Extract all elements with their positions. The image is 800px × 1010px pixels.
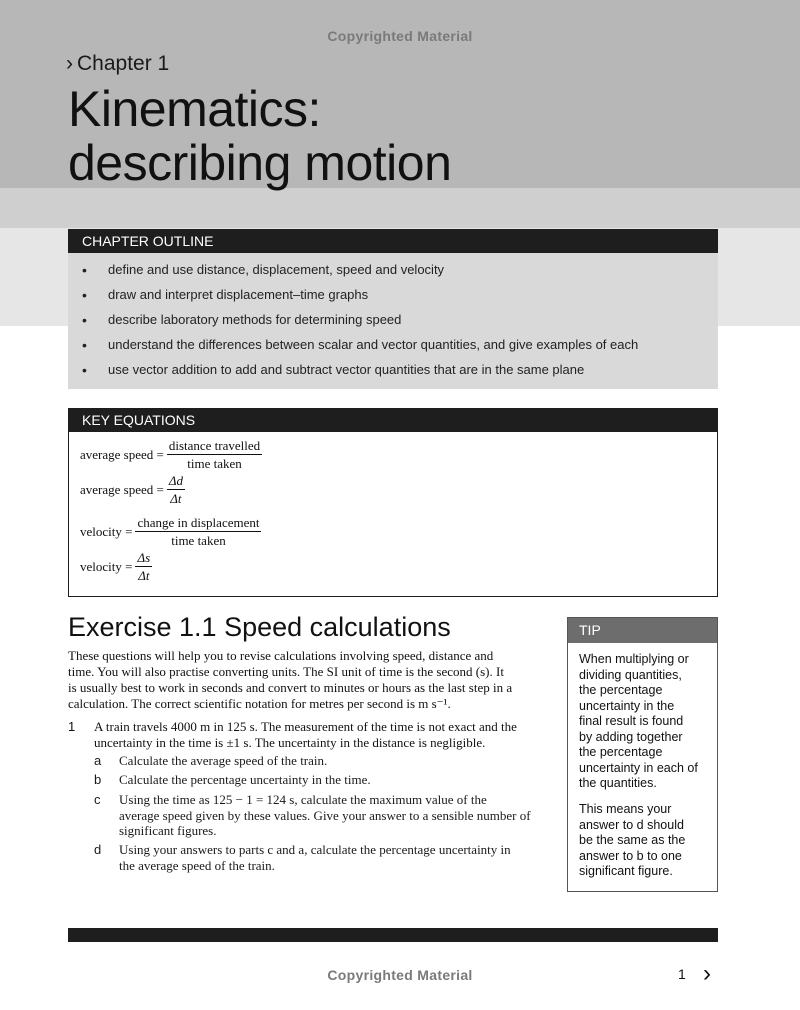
part-letter: b xyxy=(94,772,102,787)
tip-box xyxy=(567,617,718,892)
chevron-right-icon: › xyxy=(703,960,711,987)
part-text: Using your answers to parts c and a, calculate the percentage uncertainty in the average speed of the train. xyxy=(119,842,511,873)
equation-velocity-delta: velocity = $\frac{\Delta s}{\Delta t}$ xyxy=(80,550,151,583)
part-text: Using the time as 125 − 1 = 124 s, calculate the maximum value of the average speed given by these values. Give your answer to a sensible number of significant figures. xyxy=(119,792,531,838)
footer-bar xyxy=(68,928,718,942)
copyright-notice-bottom: Copyrighted Material xyxy=(327,967,473,983)
key-equations-box xyxy=(68,432,718,597)
exercise-intro: These questions will help you to revise calculations involving speed, distance and time. You will also practise converting units. The SI unit of time is the second (s). It is usually best to work in seconds and convert to minutes or hours as the last step in a calculation. The correct scientific notation for metres per second is m s⁻¹. xyxy=(68,648,513,711)
chevron-right-icon: › xyxy=(66,52,73,75)
chapter-label-text: Chapter 1 xyxy=(77,52,170,75)
question-number: 1 xyxy=(68,719,76,734)
title-line-2: describing motion xyxy=(68,135,452,191)
tip-paragraph-1: When multiplying or dividing quantities, the percentage uncertainty in the final result is found by adding together the percentage uncertainty in each of the quantities. xyxy=(579,652,698,790)
equation-average-speed: average speed = $\frac{\text{distance travelled}}{\text{time taken}}$ xyxy=(80,438,261,471)
exercise-title: Exercise 1.1 Speed calculations xyxy=(68,612,451,642)
part-text: Calculate the percentage uncertainty in the time. xyxy=(119,772,371,787)
title-line-1: Kinematics: xyxy=(68,81,321,137)
question-text: A train travels 4000 m in 125 s. The measurement of the time is not exact and the uncertainty in the time is ±1 s. The uncertainty in the distance is negligible. xyxy=(94,719,517,750)
page-title xyxy=(68,82,451,190)
equation-average-speed-delta: average speed = $\frac{\Delta d}{\Delta t}$ xyxy=(80,473,183,506)
part-letter: a xyxy=(94,753,102,768)
tip-paragraph-2: This means your answer to d should be the same as the answer to b to one significant figure. xyxy=(579,802,686,878)
page-number: 1 xyxy=(678,966,686,982)
copyright-notice-top: Copyrighted Material xyxy=(327,28,473,44)
key-equations-heading: KEY EQUATIONS xyxy=(68,408,718,432)
part-letter: d xyxy=(94,842,102,857)
fraction: $\frac{\text{change in displacement}}{\text{time taken}}$ xyxy=(137,515,260,548)
equation-velocity: velocity = $\frac{\text{change in displacement}}{\text{time taken}}$ xyxy=(80,515,260,548)
chapter-label xyxy=(66,52,169,76)
fraction: $\frac{\text{distance travelled}}{\text{time taken}}$ xyxy=(168,438,261,471)
chapter-outline-heading: CHAPTER OUTLINE xyxy=(68,229,718,253)
fraction: $\frac{\Delta s}{\Delta t}$ xyxy=(137,550,151,583)
chapter-outline-box: • define and use distance, displacement, speed and velocity • draw and interpret displacement–time graphs • describe laboratory methods for determining speed • understand the differences between scalar and vector quantities, and give examples of each • use vector addition to add and subtract vector quantities that are in the same plane xyxy=(68,253,718,389)
part-letter: c xyxy=(94,792,101,807)
header-band-mid xyxy=(0,188,800,228)
tip-heading: TIP xyxy=(568,618,717,643)
part-text: Calculate the average speed of the train. xyxy=(119,753,328,768)
fraction: $\frac{\Delta d}{\Delta t}$ xyxy=(168,473,183,506)
